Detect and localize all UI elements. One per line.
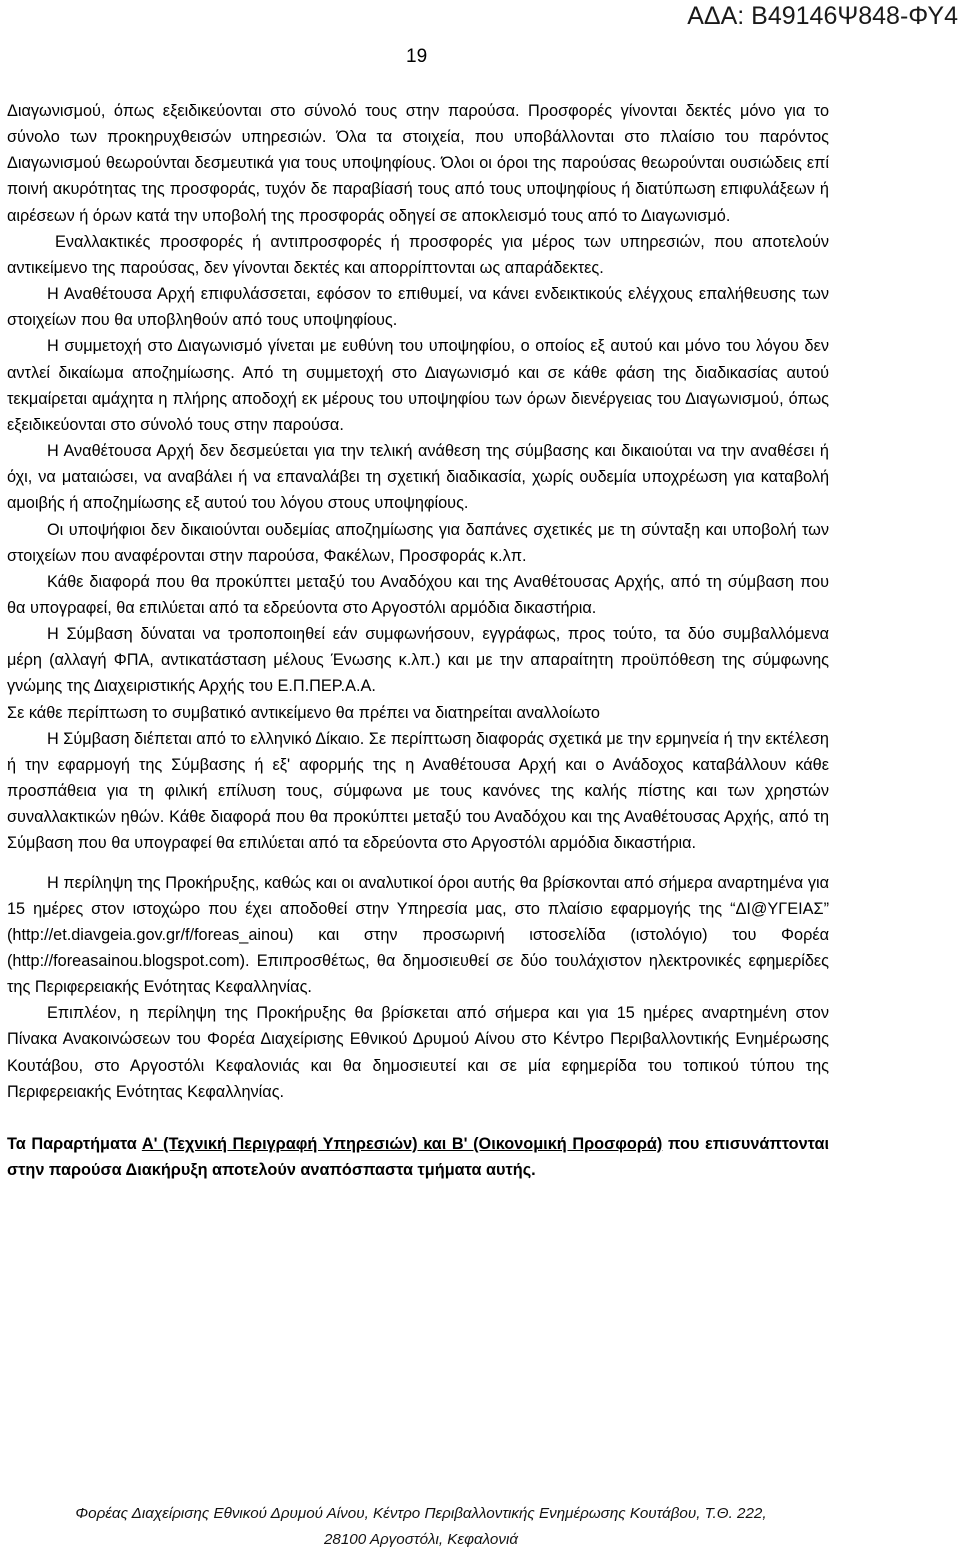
- document-body: [7, 98, 829, 1183]
- paragraph: Η περίληψη της Προκήρυξης, καθώς και οι αναλυτικοί όροι αυτής θα βρίσκονται από σήμερα αναρτημένα για 15 ημέρες στον ιστοχώρο που έχει αποδοθεί στην Υπηρεσία μας, στο πλαίσιο εφαρμογής της “ΔΙ@ΥΓΕΙΑΣ” (http://et.diavgeia.gov.gr/f/foreas_ainou) και στην προσωρινή ιστοσελίδα (ιστολόγιο) του Φορέα (http://foreasainou.blogspot.com). Επιπροσθέτως, θα δημοσιευθεί σε δύο τουλάχιστον ηλεκτρονικές εφημερίδες της Περιφερειακής Ενότητας Κεφαλληνίας.: [7, 873, 829, 997]
- paragraph: Διαγωνισμού, όπως εξειδικεύονται στο σύνολό τους στην παρούσα. Προσφορές γίνονται δεκτές μόνο για το σύνολο των προκηρυχθεισών υπηρεσιών. Όλα τα στοιχεία, που υποβάλλονται στο πλαίσιο του παρόντος Διαγωνισμού θεωρούνται δεσμευτικά για τους υποψηφίους. Όλοι οι όροι της παρούσας θεωρούνται ουσιώδεις επί ποινή ακυρότητας της προσφοράς, τυχόν δε παραβίασή τους από τους υποψηφίους ή διατύπωση επιφυλάξεων ή αιρέσεων ή όρων κατά την υποβολή της προσφοράς οδηγεί σε αποκλεισμό τους από το Διαγωνισμό.: [7, 102, 829, 225]
- paragraph: Η Αναθέτουσα Αρχή επιφυλάσσεται, εφόσον το επιθυμεί, να κάνει ενδεικτικούς ελέγχους επαλήθευσης των στοιχείων που θα υποβληθούν από τους υποψηφίους.: [7, 285, 829, 330]
- footer-line-1: Φορέας Διαχείρισης Εθνικού Δρυμού Αίνου, Κέντρο Περιβαλλοντικής Ενημέρωσης Κουτάβου, Τ.Θ. 222,: [75, 1505, 767, 1522]
- paragraph: Σε κάθε περίπτωση το συμβατικό αντικείμενο θα πρέπει να διατηρείται αναλλοίωτο: [7, 703, 600, 722]
- paragraph: Η συμμετοχή στο Διαγωνισμό γίνεται με ευθύνη του υποψηφίου, ο οποίος εξ αυτού και μόνο του λόγου δεν αντλεί δικαίωμα αποζημίωσης. Από τη συμμετοχή στο Διαγωνισμό και σε κάθε φάση της διαδικασίας αυτού τεκμαίρεται αμάχητα η πλήρης αποδοχή εκ μέρους του υποψηφίου των όρων διενέργειας του Διαγωνισμού, όπως εξειδικεύονται στο σύνολό τους στην παρούσα.: [7, 337, 829, 434]
- paragraph: Η Σύμβαση δύναται να τροποποιηθεί εάν συμφωνήσουν, εγγράφως, προς τούτο, τα δύο συμβαλλόμενα μέρη (αλλαγή ΦΠΑ, αντικατάσταση μέλους Ένωσης κ.λπ.) και με την απαραίτητη προϋπόθεση της σύμφωνης γνώμης της Διαχειριστικής Αρχής του Ε.Π.ΠΕΡ.Α.Α.: [7, 625, 829, 696]
- ada-code: ΑΔΑ: Β49146Ψ848-ΦΥ4: [687, 2, 958, 30]
- paragraph: Κάθε διαφορά που θα προκύπτει μεταξύ του Αναδόχου και της Αναθέτουσας Αρχής, από τη σύμβαση που θα υπογραφεί, θα επιλύεται από τα εδρεύοντα στο Αργοστόλι αρμόδια δικαστήρια.: [7, 572, 829, 617]
- paragraph: Οι υποψήφιοι δεν δικαιούνται ουδεμίας αποζημίωσης για δαπάνες σχετικές με τη σύνταξη και υποβολή των στοιχείων που αναφέρονται στην παρούσα, Φακέλων, Προσφοράς κ.λπ.: [7, 520, 829, 565]
- page-number: 19: [406, 46, 428, 67]
- closing-lead: Τα Παραρτήματα: [7, 1134, 142, 1153]
- closing-statement: [7, 1131, 829, 1183]
- footer: [10, 1501, 832, 1553]
- paragraph: Η Σύμβαση διέπεται από το ελληνικό Δίκαιο. Σε περίπτωση διαφοράς σχετικά με την ερμηνεία ή την εκτέλεση ή την εφαρμογή της Σύμβασης ή εξ' αφορμής της η Αναθέτουσα Αρχή και ο Ανάδοχος καταβάλλουν κάθε προσπάθεια για τη φιλική επίλυση τους, σύμφωνα με τους κανόνες της καλής πίστης και των χρηστών συναλλακτικών ηθών. Κάθε διαφορά που θα προκύπτει μεταξύ του Αναδόχου και της Αναθέτουσας Αρχής, από τη Σύμβαση που θα υπογραφεί θα επιλύεται από τα εδρεύοντα στο Αργοστόλι αρμόδια δικαστήρια.: [7, 729, 829, 853]
- annex-reference: Α' (Τεχνική Περιγραφή Υπηρεσιών) και Β' (Οικονομική Προσφορά): [141, 1134, 663, 1153]
- paragraph: Επιπλέον, η περίληψη της Προκήρυξης θα βρίσκεται από σήμερα και για 15 ημέρες αναρτημένη στον Πίνακα Ανακοινώσεων του Φορέα Διαχείρισης Εθνικού Δρυμού Αίνου στο Κέντρο Περιβαλλοντικής Ενημέρωσης Κουτάβου, στο Αργοστόλι Κεφαλονιάς και θα δημοσιευτεί και σε μία εφημερίδα του τοπικού τύπου της Περιφερειακής Ενότητας Κεφαλληνίας.: [7, 1004, 829, 1101]
- footer-line-2: 28100 Αργοστόλι, Κεφαλονιά: [323, 1531, 519, 1548]
- closing-tail: που επισυνάπτονται στην παρούσα Διακήρυξη αποτελούν αναπόσπαστα τμήματα αυτής.: [7, 1134, 830, 1180]
- paragraph: Η Αναθέτουσα Αρχή δεν δεσμεύεται για την τελική ανάθεση της σύμβασης και δικαιούται να την αναθέσει ή όχι, να ματαιώσει, να αναβάλει ή να επαναλάβει τη σχετική διαδικασία, χωρίς ουδεμία υποχρέωση για καταβολή αμοιβής ή αποζημίωσης εξ αυτού του λόγου στους υποψηφίους.: [7, 442, 829, 513]
- paragraph: Εναλλακτικές προσφορές ή αντιπροσφορές ή προσφορές για μέρος των υπηρεσιών, που αποτελούν αντικείμενο της παρούσας, δεν γίνονται δεκτές και απορρίπτονται ως απαράδεκτες.: [7, 232, 829, 277]
